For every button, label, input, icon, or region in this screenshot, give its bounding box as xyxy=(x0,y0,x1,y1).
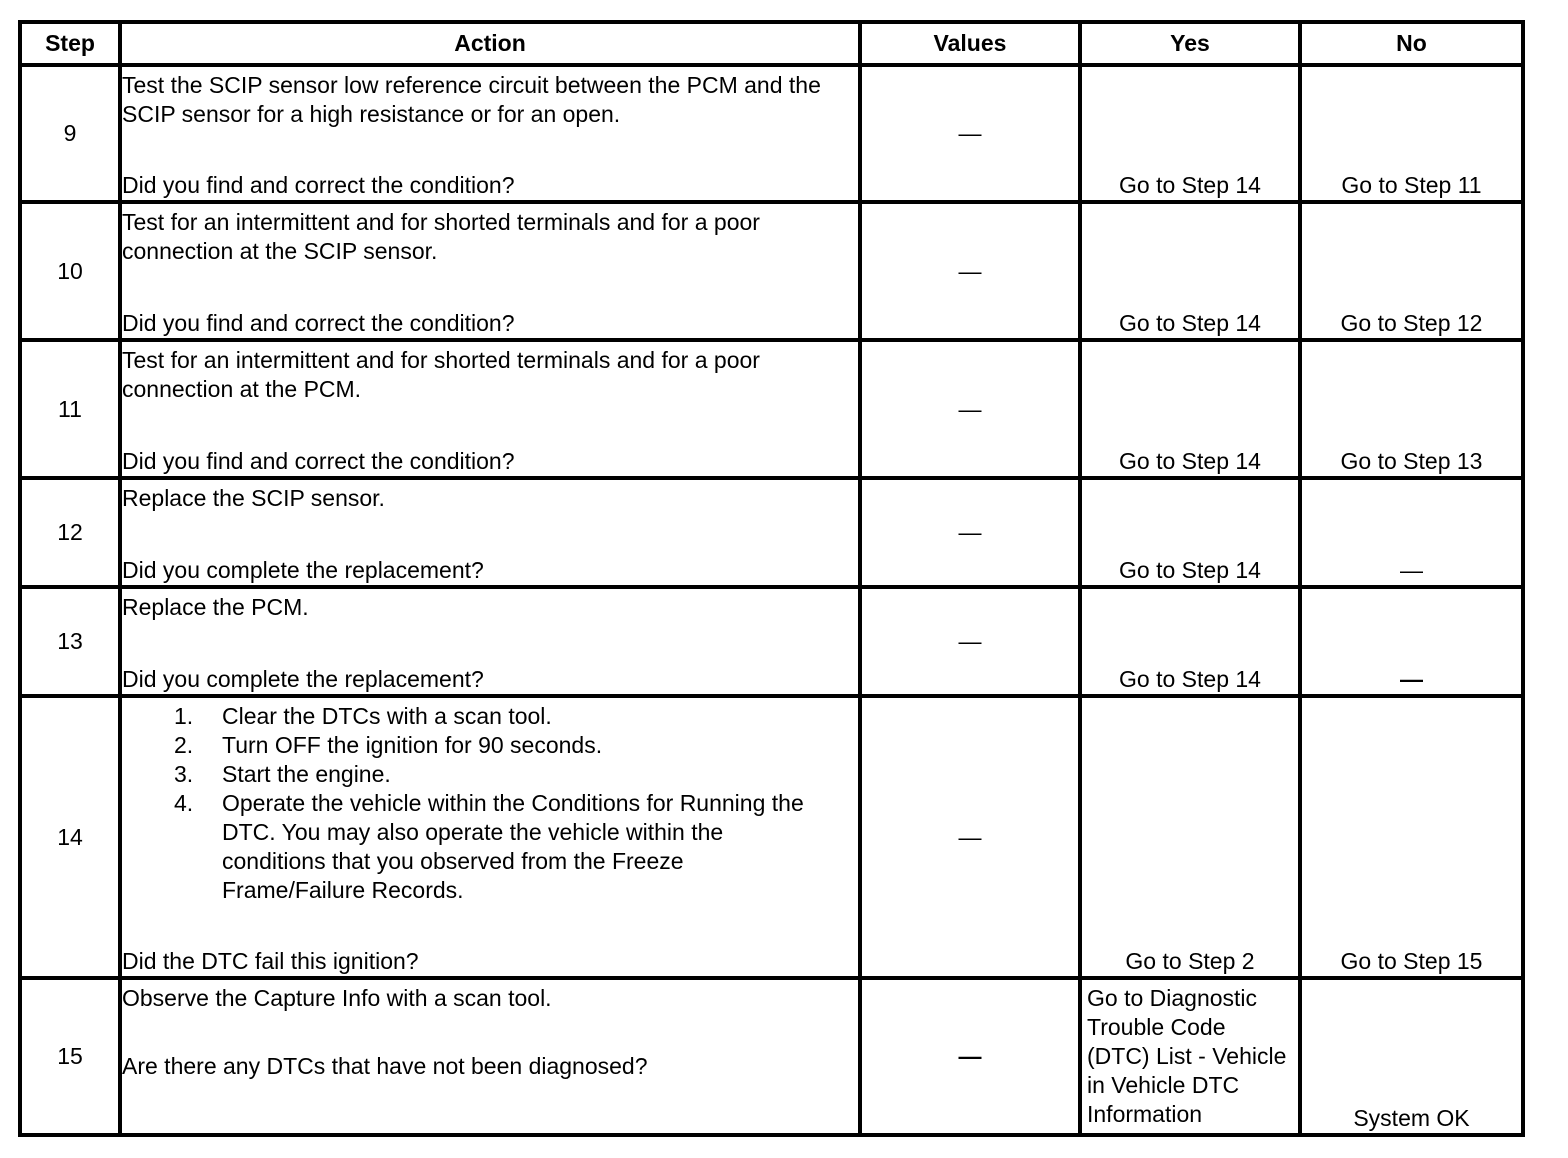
list-item-text: Turn OFF the ignition for 90 seconds. xyxy=(222,732,603,758)
action-cell xyxy=(120,202,860,340)
action-cell xyxy=(120,340,860,478)
action-question: Did you complete the replacement? xyxy=(122,666,484,692)
header-values: Values xyxy=(860,22,1080,65)
no-cell: Go to Step 11 xyxy=(1300,65,1523,202)
step-number: 15 xyxy=(20,978,120,1135)
action-text: Test the SCIP sensor low reference circuit between the PCM and the SCIP sensor for a high resistance or for an open. xyxy=(122,72,821,127)
yes-cell: Go to Step 14 xyxy=(1080,478,1300,587)
no-cell: System OK xyxy=(1300,978,1523,1135)
list-item xyxy=(122,702,858,731)
table-row xyxy=(20,340,1523,478)
procedure-list xyxy=(122,698,858,905)
yes-cell: Go to Step 2 xyxy=(1080,696,1300,978)
header-yes: Yes xyxy=(1080,22,1300,65)
list-item-text: Clear the DTCs with a scan tool. xyxy=(222,703,552,729)
values-cell: — xyxy=(860,65,1080,202)
values-cell: — xyxy=(860,587,1080,696)
header-step: Step xyxy=(20,22,120,65)
list-item xyxy=(122,789,858,905)
no-cell: — xyxy=(1300,478,1523,587)
no-cell: Go to Step 12 xyxy=(1300,202,1523,340)
action-cell xyxy=(120,587,860,696)
no-cell: Go to Step 15 xyxy=(1300,696,1523,978)
list-item xyxy=(122,731,858,760)
no-cell: — xyxy=(1300,587,1523,696)
no-cell: Go to Step 13 xyxy=(1300,340,1523,478)
step-number: 11 xyxy=(20,340,120,478)
values-cell: — xyxy=(860,478,1080,587)
list-item-number: 2. xyxy=(174,732,194,758)
yes-cell: Go to Step 14 xyxy=(1080,340,1300,478)
header-no: No xyxy=(1300,22,1523,65)
action-question: Did you find and correct the condition? xyxy=(122,310,515,336)
action-text: Test for an intermittent and for shorted terminals and for a poor connection at the PCM. xyxy=(122,347,760,402)
action-cell xyxy=(120,65,860,202)
table-row xyxy=(20,202,1523,340)
action-text: Replace the PCM. xyxy=(122,594,309,620)
action-text: Replace the SCIP sensor. xyxy=(122,485,385,511)
step-number: 13 xyxy=(20,587,120,696)
table-row xyxy=(20,696,1523,978)
diagnostic-table xyxy=(18,20,1525,1137)
action-cell xyxy=(120,696,860,978)
step-number: 9 xyxy=(20,65,120,202)
yes-cell: Go to Diagnostic Trouble Code (DTC) List - Vehicle in Vehicle DTC Information xyxy=(1080,978,1300,1135)
list-item-number: 1. xyxy=(174,703,194,729)
list-item-text: Start the engine. xyxy=(222,761,391,787)
action-question: Did the DTC fail this ignition? xyxy=(122,948,419,974)
step-number: 10 xyxy=(20,202,120,340)
action-question: Did you complete the replacement? xyxy=(122,557,484,583)
list-item-number: 4. xyxy=(174,790,194,816)
values-cell: — xyxy=(860,202,1080,340)
list-item-text: Operate the vehicle within the Conditions for Running the DTC. You may also operate the vehicle within the conditions that you observed from the Freeze Frame/Failure Records. xyxy=(222,790,804,903)
step-number: 12 xyxy=(20,478,120,587)
values-cell: — xyxy=(860,978,1080,1135)
values-cell: — xyxy=(860,340,1080,478)
values-cell: — xyxy=(860,696,1080,978)
yes-cell: Go to Step 14 xyxy=(1080,202,1300,340)
action-cell xyxy=(120,478,860,587)
action-question: Are there any DTCs that have not been diagnosed? xyxy=(122,1053,648,1079)
list-item-number: 3. xyxy=(174,761,194,787)
list-item xyxy=(122,760,858,789)
action-text: Observe the Capture Info with a scan tool. xyxy=(122,985,552,1011)
table-row xyxy=(20,587,1523,696)
table-row xyxy=(20,65,1523,202)
yes-cell: Go to Step 14 xyxy=(1080,587,1300,696)
header-action: Action xyxy=(120,22,860,65)
step-number: 14 xyxy=(20,696,120,978)
action-text: Test for an intermittent and for shorted terminals and for a poor connection at the SCIP sensor. xyxy=(122,209,760,264)
action-question: Did you find and correct the condition? xyxy=(122,448,515,474)
header-row xyxy=(20,22,1523,65)
action-question: Did you find and correct the condition? xyxy=(122,172,515,198)
action-cell xyxy=(120,978,860,1135)
yes-cell: Go to Step 14 xyxy=(1080,65,1300,202)
table-row xyxy=(20,478,1523,587)
table-row xyxy=(20,978,1523,1135)
